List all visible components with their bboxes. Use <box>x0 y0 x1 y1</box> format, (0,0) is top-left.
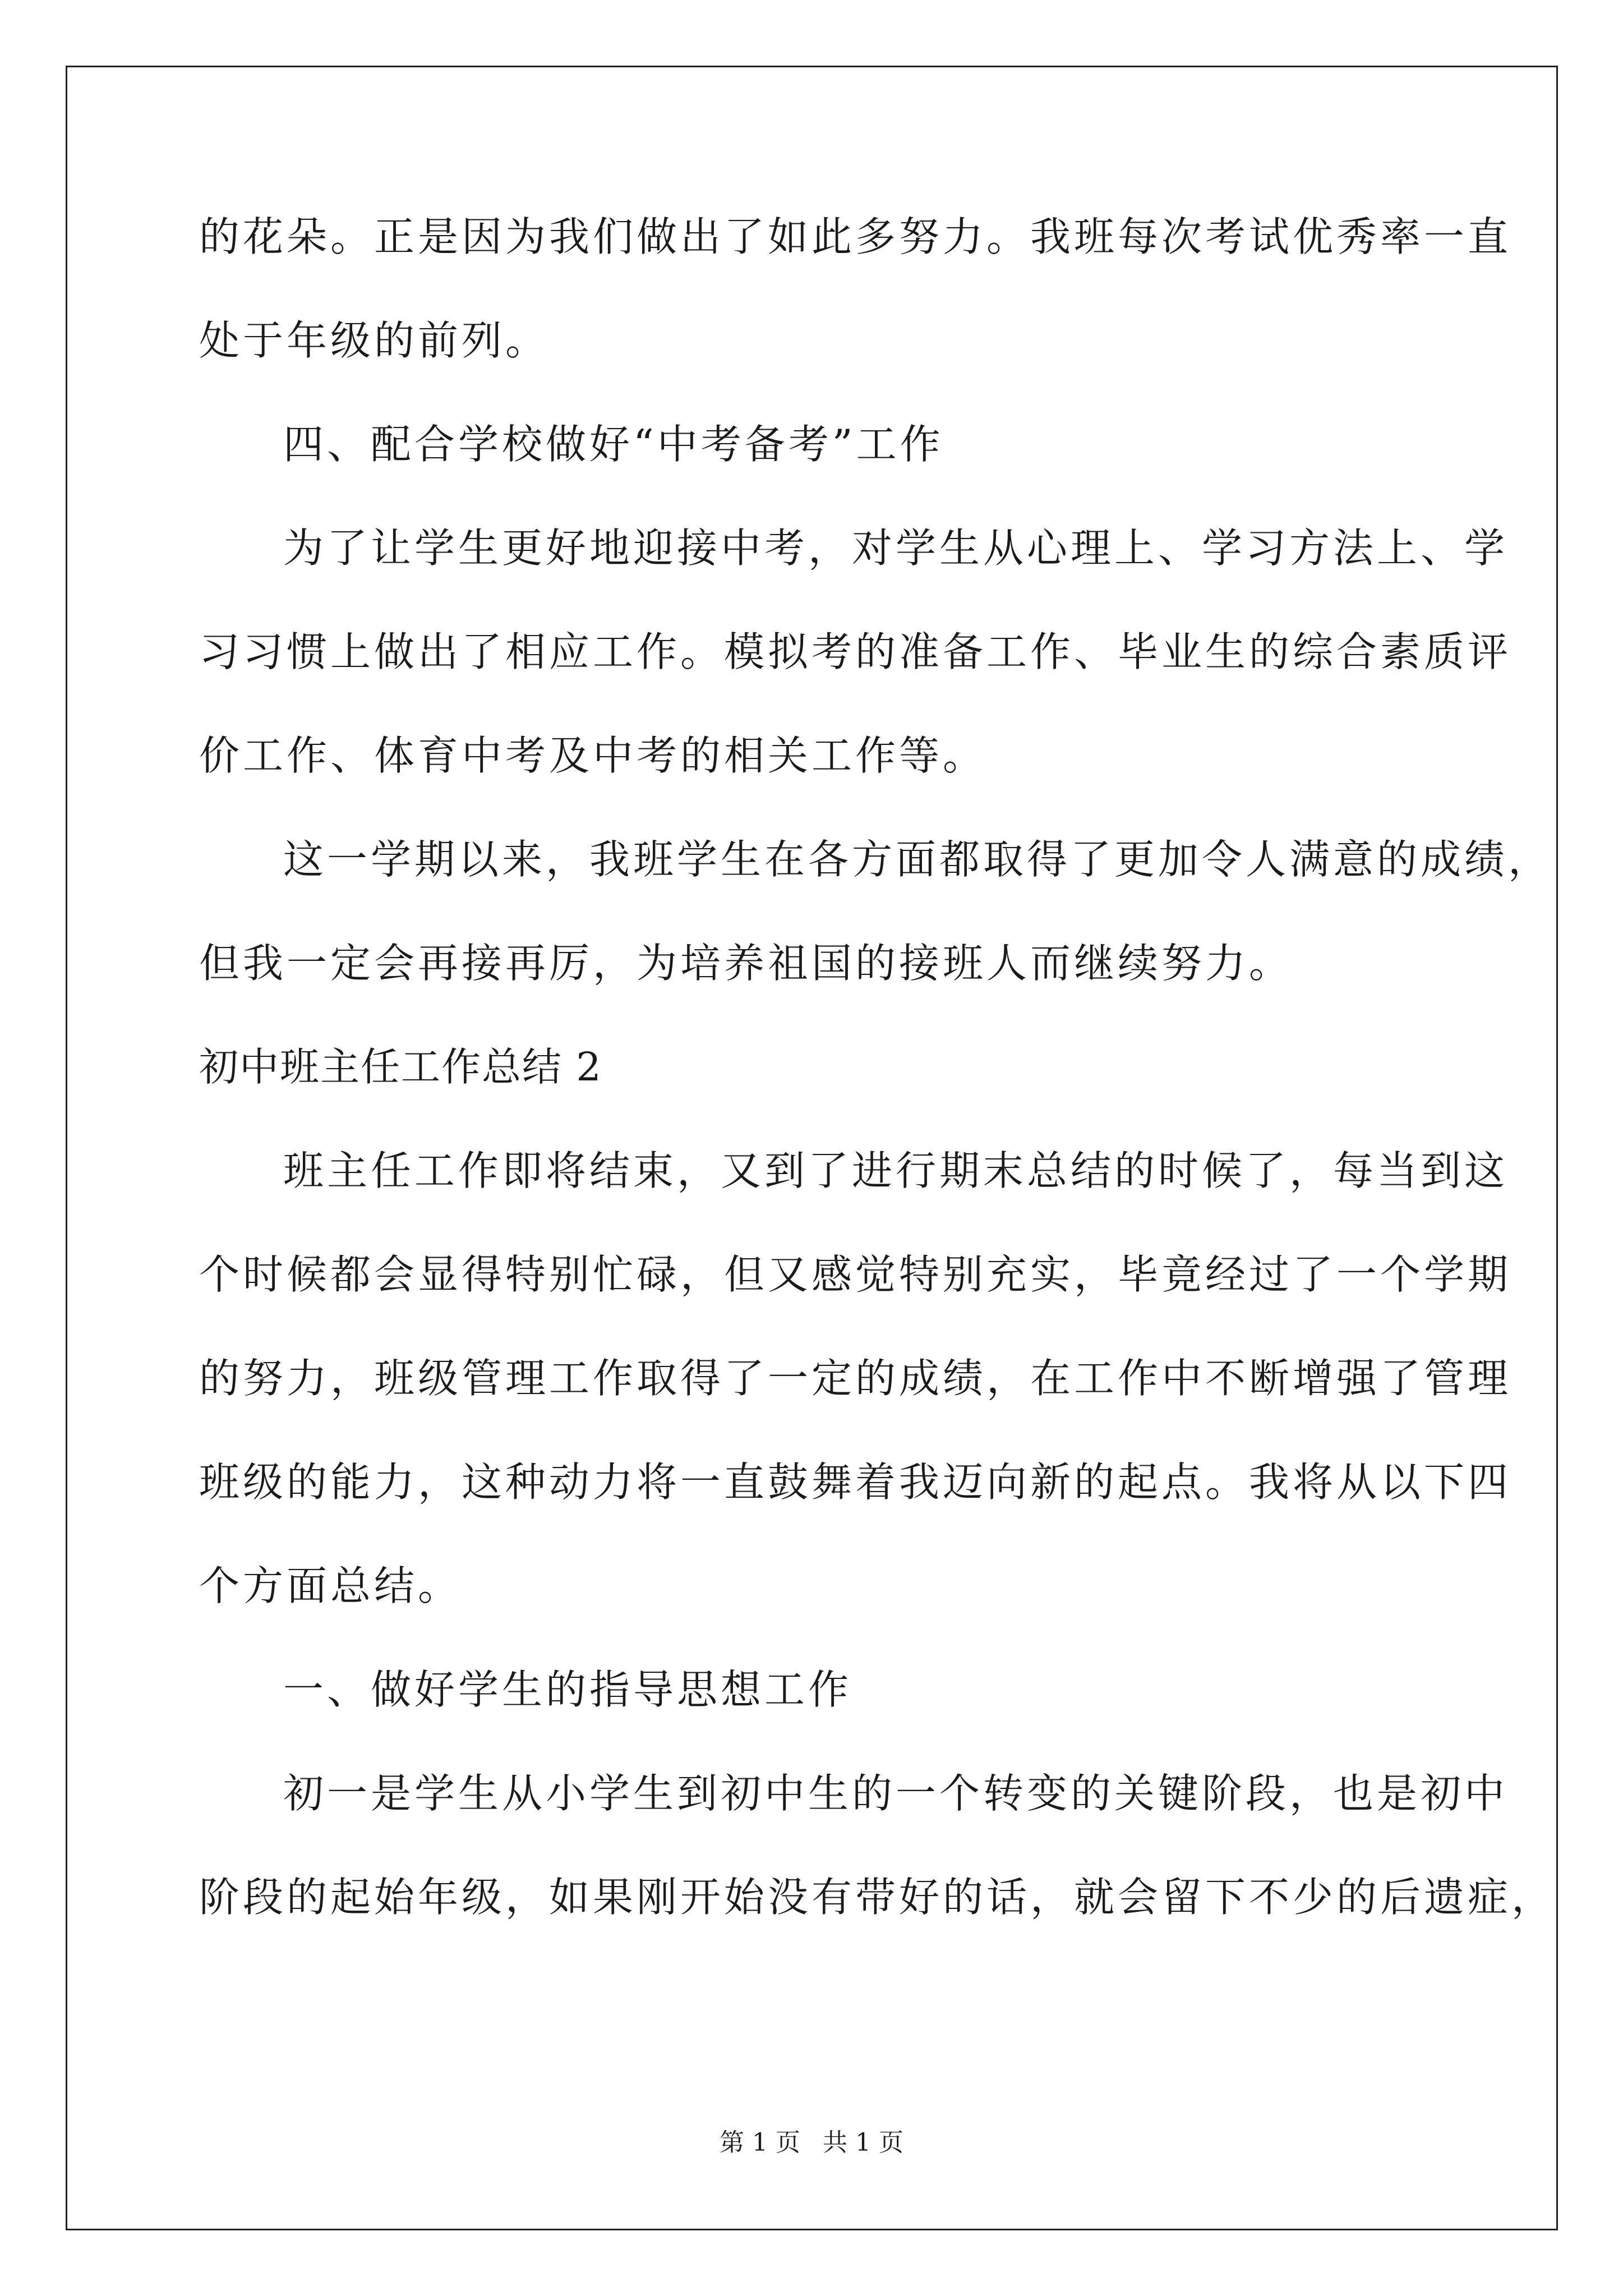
page-footer <box>0 2126 1623 2160</box>
document-title: 初中班主任工作总结 2 <box>199 1044 602 1090</box>
text-line: 阶段的起始年级，如果刚开始没有带好的话，就会留下不少的后遗症， <box>199 1874 1556 1921</box>
text-line: 班级的能力，这种动力将一直鼓舞着我迈向新的起点。我将从以下四 <box>199 1458 1512 1506</box>
section-heading: 四、配合学校做好“中考备考”工作 <box>283 421 944 468</box>
section-heading: 一、做好学生的指导思想工作 <box>283 1666 852 1713</box>
text-line: 班主任工作即将结束，又到了进行期末总结的时候了，每当到这 <box>283 1147 1509 1194</box>
page-total: 共 1 页 <box>823 2128 903 2157</box>
text-line: 习习惯上做出了相应工作。模拟考的准备工作、毕业生的综合素质评 <box>199 628 1512 675</box>
text-line: 的花朵。正是因为我们做出了如此多努力。我班每次考试优秀率一直 <box>199 213 1512 260</box>
text-line: 个时候都会显得特别忙碌，但又感觉特别充实，毕竟经过了一个学期 <box>199 1251 1512 1298</box>
text-line: 价工作、体育中考及中考的相关工作等。 <box>199 732 987 779</box>
text-line: 个方面总结。 <box>199 1562 462 1609</box>
text-line: 这一学期以来，我班学生在各方面都取得了更加令人满意的成绩， <box>283 836 1552 883</box>
text-line: 初一是学生从小学生到初中生的一个转变的关键阶段，也是初中 <box>283 1770 1509 1817</box>
text-line: 为了让学生更好地迎接中考，对学生从心理上、学习方法上、学 <box>283 524 1509 572</box>
text-line: 但我一定会再接再厉，为培养祖国的接班人而继续努力。 <box>199 940 1293 987</box>
text-line: 处于年级的前列。 <box>199 317 550 364</box>
text-line: 的努力，班级管理工作取得了一定的成绩，在工作中不断增强了管理 <box>199 1355 1512 1402</box>
page-number: 第 1 页 <box>720 2128 800 2157</box>
